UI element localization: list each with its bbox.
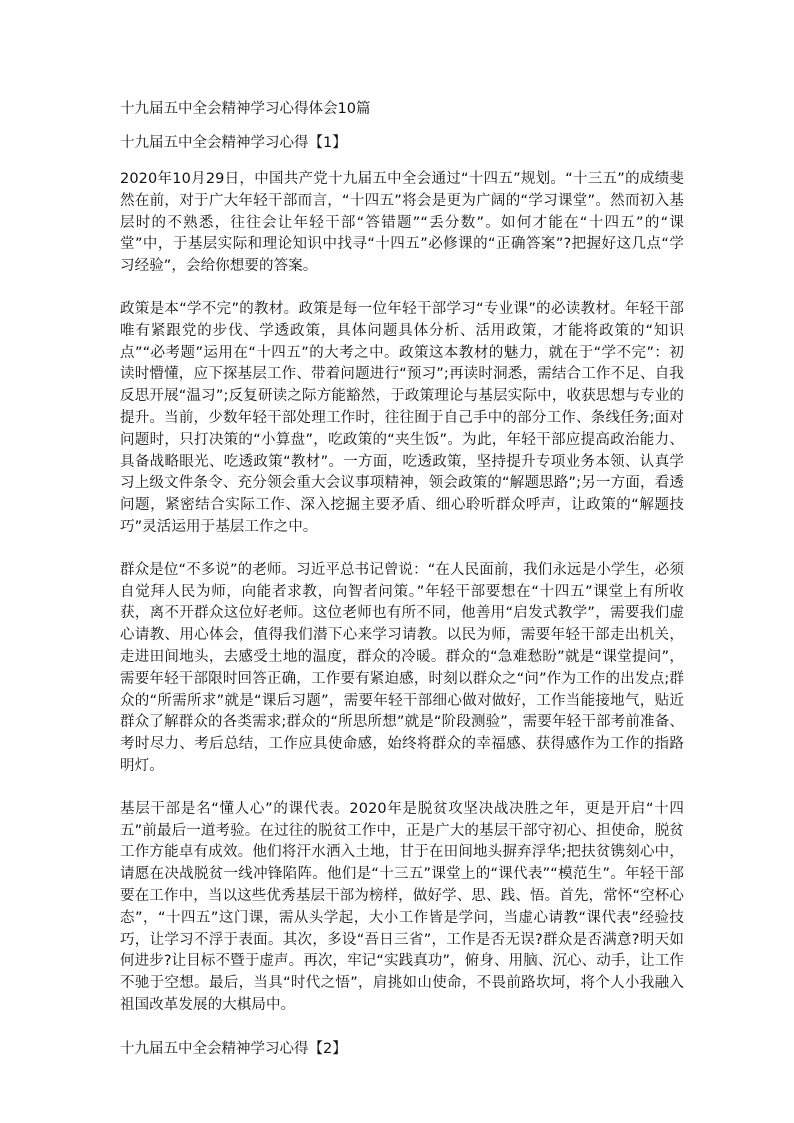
- section-heading-2: 十九届五中全会精神学习心得【2】: [120, 1040, 347, 1057]
- document-title: 十九届五中全会精神学习心得体会10篇: [120, 101, 371, 117]
- paragraph-grassroots: 基层干部是名“懂人心”的课代表。2020年是脱贫攻坚决战决胜之年，更是开启“十四五”前最后一道考验。在过往的脱贫工作中，正是广大的基层干部守初心、担使命，脱贫工作方能卓有成效。他们将汗水洒入土地，甘于在田间地头摒弃浮华;把扶贫镌刻心中，请愿在决战脱贫一线冲锋陷阵。他们是“十三五”课堂上的“课代表”“模范生”。年轻干部要在工作中，当以这些优秀基层干部为榜样，做好学、思、践、悟。首先，常怀“空杯心态”，“十四五”这门课，需从头学起，大小工作皆是学问，当虚心请教“课代表”经验技巧，让学习不浮于表面。其次，多设“吾日三省”，工作是否无误?群众是否满意?明天如何进步?让目标不暨于虚声。再次，牢记“实践真功”，俯身、用脑、沉心、动手，让工作不驰于空想。最后，当具“时代之悟”，肩挑如山使命，不畏前路坎坷，将个人小我融入祖国改革发展的大棋局中。: [120, 800, 684, 1013]
- section-heading-1: 十九届五中全会精神学习心得【1】: [120, 135, 347, 151]
- paragraph-intro: 2020年10月29日，中国共产党十九届五中全会通过“十四五”规划。“十三五”的成绩斐然在前，对于广大年轻干部而言，“十四五”将会是更为广阔的“学习课堂”。然而初入基层时的不熟悉，往往会让年轻干部“答错题”“丢分数”。如何才能在“十四五”的“课堂”中，于基层实际和理论知识中找寻“十四五”必修课的“正确答案”?把握好这几点“学习经验”，会给你想要的答案。: [120, 171, 684, 275]
- document-page: [120, 98, 684, 1075]
- paragraph-masses: 群众是位“不多说”的老师。习近平总书记曾说：“在人民面前，我们永远是小学生，必须自觉拜人民为师，向能者求教，向智者问策。”年轻干部要想在“十四五”课堂上有所收获，离不开群众这位好老师。这位老师也有所不同，他善用“启发式教学”，需要我们虚心请教、用心体会，值得我们潜下心来学习请教。以民为师，需要年轻干部走出机关，走进田间地头，去感受土地的温度，群众的冷暖。群众的“急难愁盼”就是“课堂提问”，需要年轻干部限时回答正确，工作要有紧迫感，时刻以群众之“问”作为工作的出发点;群众的“所需所求”就是“课后习题”，需要年轻干部细心做对做好，工作当能接地气，贴近群众了解群众的各类需求;群众的“所思所想”就是“阶段测验”，需要年轻干部考前准备、考时尽力、考后总结，工作应具使命感，始终将群众的幸福感、获得感作为工作的指路明灯。: [120, 561, 684, 774]
- paragraph-policy: 政策是本“学不完”的教材。政策是每一位年轻干部学习“专业课”的必读教材。年轻干部唯有紧跟党的步伐、学透政策，具体问题具体分析、活用政策，才能将政策的“知识点”“必考题”运用在“十四五”的大考之中。政策这本教材的魅力，就在于“学不完”：初读时懵懂，应下探基层工作、带着问题进行“预习”;再读时洞悉，需结合工作不足、自我反思开展“温习”;反复研读之际方能豁然，于政策理论与基层实际中，收获思想与专业的提升。当前，少数年轻干部处理工作时，往往囿于自己手中的部分工作、条线任务;面对问题时，只打决策的“小算盘”，吃政策的“夹生饭”。为此，年轻干部应提高政治能力、具备战略眼光、吃透政策“教材”。一方面，吃透政策，坚持提升专项业务本领、认真学习上级文件条令、充分领会重大会议事项精神，领会政策的“解题思路”;另一方面，看透问题，紧密结合实际工作、深入挖掘主要矛盾、细心聆听群众呼声，让政策的“解题技巧”灵活运用于基层工作之中。: [120, 300, 684, 535]
